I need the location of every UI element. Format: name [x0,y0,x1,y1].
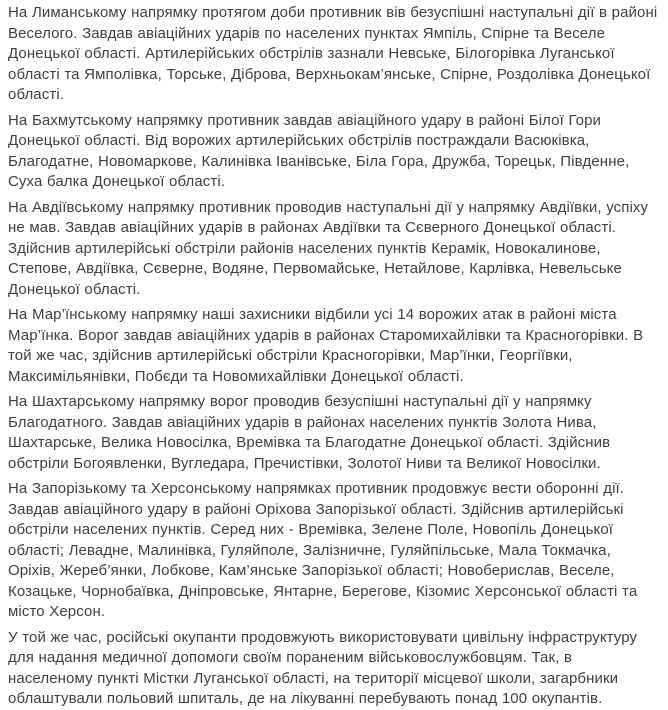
report-paragraph-marinka: На Мар’їнському напрямку наші захисники відбили усі 14 ворожих атак в районі міста Мар’їнка. Ворог завдав авіаційних ударів в районах Старомихайлівки та Красногорівки. В той же час, здійснив артилерійські обстріли Красногорівки, Мар’їнки, Георгіївки, Максимільянівки, Побєди та Новомихайлівки Донецької області. [8,306,644,385]
report-paragraph-lyman: На Лиманському напрямку протягом доби противник вів безуспішні наступальні дії в районі Веселого. Завдав авіаційних ударів по населених пунктах Ямпіль, Спірне та Веселе Донецької області. Артилерійських обстрілів зазнали Невське, Білогорівка Луганської області та Ямполівка, Торське, Діброва, Верхньокам’янське, Спірне, Роздолівка Донецької області. [8,4,658,103]
report-paragraph-shakhtarske: На Шахтарському напрямку ворог проводив безуспішні наступальні дії у напрямку Благодатного. Завдав авіаційних ударів в районах населених пунктів Золота Нива, Шахтарське, Велика Новосілка, Времівка та Благодатне Донецької області. Здійснив обстріли Богоявленки, Вугледара, Пречистівки, Золотої Ниви та Великої Новосілки. [8,393,611,472]
report-paragraph-occupiers-infrastructure: У той же час, російські окупанти продовжують використовувати цивільну інфраструктуру для надання медичної допомоги своїм пораненим військовослужбовцям. Так, в населеному пункті Містки Луганської області, на території місцевої школи, загарбники облаштували польовий шпиталь, де на лікуванні перебувають понад 100 окупантів. [8,628,638,707]
report-paragraph-avdiivka: На Авдіївському напрямку противник проводив наступальні дії у напрямку Авдіївки, успіху не мав. Завдав авіаційних ударів в районах Авдіївки та Сєверного Донецької області. Здійснив артилерійські обстріли районів населених пунктів Керамік, Новокалинове, Степове, Авдіївка, Сєверне, Водяне, Первомайське, Нетайлове, Карлівка, Невельське Донецької області. [8,198,649,298]
report-paragraph-zaporizhzhia-kherson: На Запорізькому та Херсонському напрямках противник продовжує вести оборонні дії. Завдав авіаційного удару в районі Оріхова Запорізької області. Здійснив артилерійські обстріли населених пунктів. Серед них - Времівка, Зелене Поле, Новопіль Донецької області; Левадне, Малинівка, Гуляйполе, Залізничне, Гуляйпільське, Мала Токмачка, Оріхів, Жереб’янки, Лобкове, Кам’янське Запорізької області; Новоберислав, Веселе, Козацьке, Чорнобаївка, Дніпровське, Янтарне, Берегове, Кізомис Херсонської області та місто Херсон. [8,480,638,620]
report-paragraph-bakhmut: На Бахмутському напрямку противник завдав авіаційного удару в районі Білої Гори Донецької області. Від ворожих артилерійських обстрілів постраждали Васюківка, Благодатне, Новомаркове, Калинівка Іванівське, Біла Гора, Дружба, Торецьк, Південне, Суха балка Донецької області. [8,111,630,190]
